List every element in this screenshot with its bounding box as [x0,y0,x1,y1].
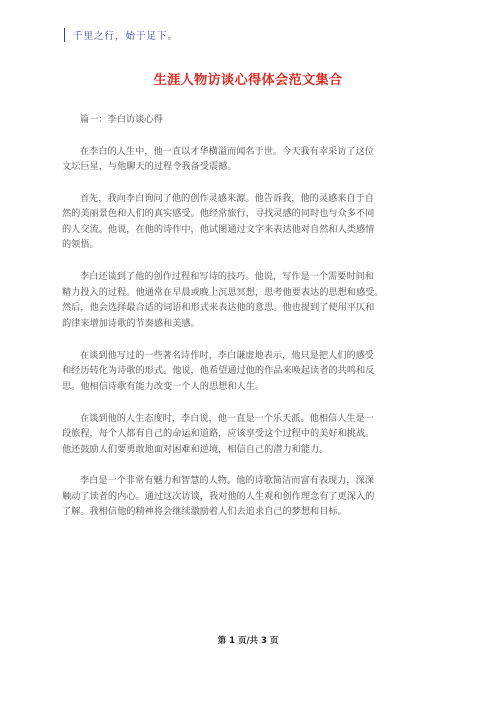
paragraph-line: 了解。我相信他的精神将会继续激励着人们去追求自己的梦想和目标。 [62,506,347,518]
paragraph-line: 然后，他会选择最合适的词语和形式来表达他的意思。他也提到了使用平仄和 [62,302,375,314]
paragraph-line: 的人交流。他说，在他的诗作中，他试图通过文字来表达他对自然和人类感情 [62,223,375,235]
document-body [62,112,446,536]
paragraph-line: 文坛巨星，与他聊天的过程令我备受震撼。 [62,161,237,172]
paragraph-line: 首先，我向李白询问了他的创作灵感来源。他告诉我，他的灵感来自于自 [80,192,374,204]
paragraph-line: 李白还谈到了他的创作过程和写诗的技巧。他说，写作是一个需要时间和 [80,271,374,283]
paragraph-line: 精力投入的过程。他通常在早晨或晚上沉思冥想，思考他要表达的思想和感受。 [62,286,384,298]
body-paragraph [62,473,446,520]
paragraph-line: 触动了读者的内心。通过这次访谈，我对他的人生观和创作理念有了更深入的 [62,490,375,502]
page-header [64,28,178,42]
paragraph-line: 韵律来增加诗歌的节奏感和美感。 [62,317,200,329]
section-heading: 篇一：李白访谈心得 [80,114,163,125]
paragraph-line: 在李白的人生中，他一直以才华横溢而闻名于世。今天我有幸采访了这位 [80,145,374,157]
paragraph-line: 段旅程，每个人都有自己的命运和道路，应该享受这个过程中的美好和挑战。 [62,428,375,440]
paragraph-line: 李白是一个非常有魅力和智慧的人物。他的诗歌简洁而富有表现力，深深 [80,475,374,487]
paragraph-line: 思。他相信诗歌有能力改变一个人的思想和人生。 [62,380,265,392]
paragraph-line: 在谈到他写过的一些著名诗作时，李白谦虚地表示，他只是把人们的感受 [80,349,374,361]
document-title: 生涯人物访谈心得体会范文集合 [153,73,343,88]
body-paragraph [62,348,446,395]
paragraph-line: 的领悟。 [62,239,99,251]
body-paragraph [62,191,446,253]
body-paragraph [62,411,446,458]
header-motto: 千里之行，始于足下。 [73,31,179,42]
paragraph-line: 他还鼓励人们要勇敢地面对困难和逆境，相信自己的潜力和能力。 [62,443,329,455]
paragraph-line: 和经历转化为诗歌的形式。他说，他希望通过他的作品来唤起读者的共鸣和反 [62,365,375,377]
body-paragraph [62,144,446,175]
paragraph-line: 在谈到他的人生态度时，李白说，他一直是一个乐天派。他相信人生是一 [80,412,374,424]
paragraph-list [62,144,446,520]
body-paragraph [62,269,446,331]
paragraph-line: 然的美丽景色和人们的真实感受。他经常旅行，寻找灵感的同时也与众多不同 [62,208,375,220]
page-indicator: 第 1 页/共 3 页 [217,636,279,646]
